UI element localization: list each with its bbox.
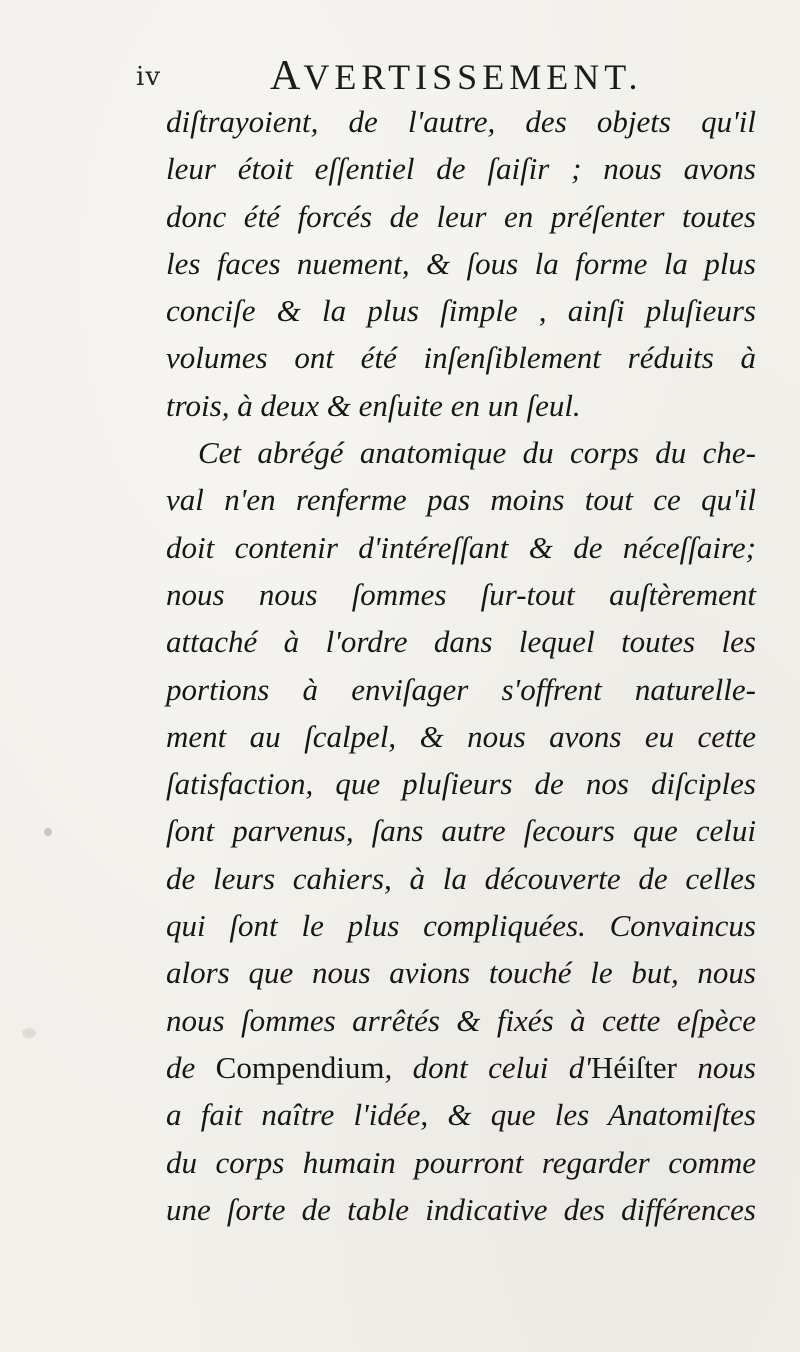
running-title-initial: A <box>270 53 304 99</box>
text-line: ſont parvenus, ſans autre ſecours que celui <box>166 813 756 849</box>
text-line: ment au ſcalpel, & nous avons eu cette <box>166 718 756 754</box>
text-line: Cet abrégé anatomique du corps du che- <box>198 435 756 471</box>
text-line: donc été forcés de leur en préſenter toutes <box>166 198 756 234</box>
ink-smudge <box>44 828 52 836</box>
text-line: diſtrayoient, de l'autre, des objets qu'il <box>166 104 756 139</box>
text-line: une ſorte de table indicative des différences <box>166 1191 756 1227</box>
text-line: portions à enviſager s'offrent naturelle- <box>166 671 756 707</box>
running-title-rest: VERTISSEMENT. <box>303 57 643 97</box>
text-line: nous ſommes arrêtés & fixés à cette eſpèce <box>166 1002 756 1038</box>
body-text <box>166 98 756 1233</box>
text-segment: nous <box>677 1049 756 1085</box>
text-line <box>166 1044 756 1091</box>
text-line: les faces nuement, & ſous la forme la plus <box>166 245 756 281</box>
text-line: qui ſont le plus compliquées. Convaincus <box>166 908 756 944</box>
text-line: conciſe & la plus ſimple , ainſi pluſieurs <box>166 293 756 329</box>
ink-smudge <box>22 1028 36 1038</box>
text-segment: , dont celui d' <box>384 1049 591 1085</box>
text-line: a fait naître l'idée, & que les Anatomiſtes <box>166 1097 756 1133</box>
text-line: alors que nous avions touché le but, nous <box>166 955 756 991</box>
text-line: doit contenir d'intéreſſant & de néceſſaire; <box>166 529 756 565</box>
text-line: val n'en renferme pas moins tout ce qu'il <box>166 482 756 518</box>
page-header <box>0 52 800 100</box>
text-line: nous nous ſommes ſur-tout auſtèrement <box>166 576 756 612</box>
text-line: trois, à deux & enſuite en un ſeul. <box>166 387 581 423</box>
text-line: attaché à l'ordre dans lequel toutes les <box>166 624 756 660</box>
compendium-word: Compendium <box>215 1049 385 1085</box>
text-line: ſatisfaction, que pluſieurs de nos diſciples <box>166 766 756 802</box>
page-number: iv <box>136 62 162 92</box>
text-line: du corps humain pourront regarder comme <box>166 1144 756 1180</box>
running-title <box>270 52 643 100</box>
text-segment: de <box>166 1049 216 1085</box>
text-line: de leurs cahiers, à la découverte de celles <box>166 860 756 896</box>
text-line: leur étoit eſſentiel de ſaiſir ; nous avons <box>166 151 756 187</box>
heister-name: Héiſter <box>590 1049 677 1085</box>
text-line: volumes ont été inſenſiblement réduits à <box>166 340 756 376</box>
